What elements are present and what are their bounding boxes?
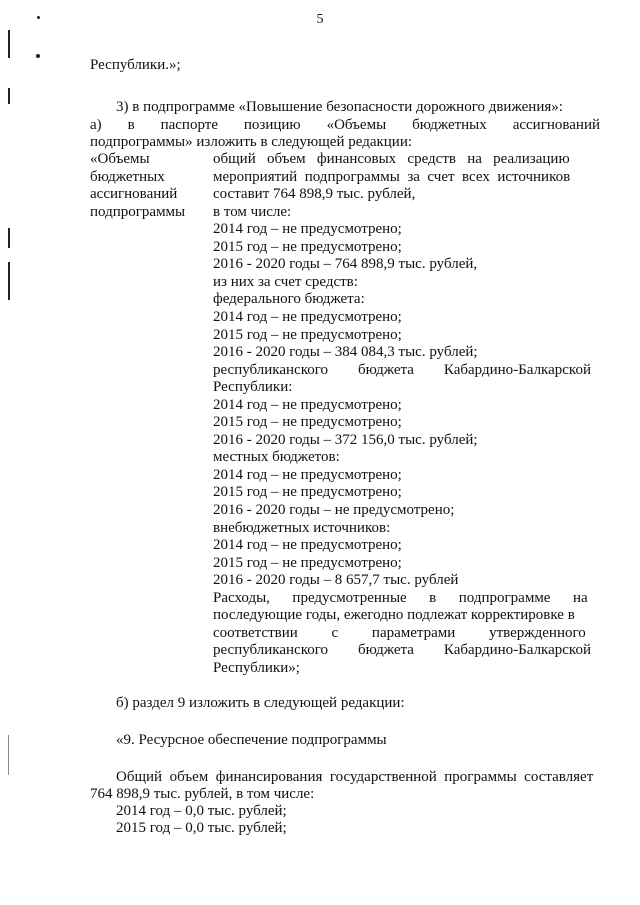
scan-mark xyxy=(8,88,10,104)
passport-label-line: бюджетных xyxy=(90,168,165,185)
funding-line2: 764 898,9 тыс. рублей, в том числе: xyxy=(90,786,315,802)
passport-value-line: 2015 год – не предусмотрено; xyxy=(213,414,402,431)
passport-value-line: 2015 год – не предусмотрено; xyxy=(213,326,402,343)
passport-value-line: 2014 год – не предусмотрено; xyxy=(213,537,402,554)
passport-label-line: ассигнований xyxy=(90,186,178,202)
passport-value-line: мероприятий подпрограммы за счет всех источников xyxy=(213,168,571,185)
item-3: 3) в подпрограмме «Повышение безопасности дорожного движения»: xyxy=(116,99,563,115)
passport-value-line: 2014 год – не предусмотрено; xyxy=(213,396,402,413)
item-a-line1: а) в паспорте позицию «Объемы бюджетных ассигнований xyxy=(90,117,600,133)
scan-mark xyxy=(8,735,9,775)
passport-value-line: Расходы, предусмотренные в подпрограмме на xyxy=(213,589,588,606)
section-b: б) раздел 9 изложить в следующей редакции: xyxy=(116,695,405,711)
passport-label-line: подпрограммы xyxy=(90,203,186,220)
passport-value-line: составит 764 898,9 тыс. рублей, xyxy=(213,186,416,203)
page-number: 5 xyxy=(316,12,324,27)
passport-value-line: из них за счет средств: xyxy=(213,273,358,290)
scan-mark xyxy=(8,228,10,248)
passport-value-line: 2016 - 2020 годы – 372 156,0 тыс. рублей; xyxy=(213,431,478,448)
passport-value-line: в том числе: xyxy=(213,203,292,220)
passport-value-line: внебюджетных источников: xyxy=(213,519,391,536)
scan-mark xyxy=(8,262,10,300)
scan-mark xyxy=(36,54,40,58)
passport-value-line: федерального бюджета: xyxy=(213,291,365,308)
passport-value-line: последующие годы, ежегодно подлежат корректировке в xyxy=(213,607,575,624)
passport-value-line: республиканского бюджета Кабардино-Балкарской xyxy=(213,361,591,378)
passport-value-line: соответствии с параметрами утвержденного xyxy=(213,624,586,641)
passport-value-line: 2016 - 2020 годы – 8 657,7 тыс. рублей xyxy=(213,572,459,589)
intro-line: Республики.»; xyxy=(90,57,181,73)
passport-value-line: 2016 - 2020 годы – не предусмотрено; xyxy=(213,502,455,518)
passport-value-line: Республики: xyxy=(213,379,293,396)
passport-value-line: республиканского бюджета Кабардино-Балкарской xyxy=(213,642,591,659)
passport-value-line: 2016 - 2020 годы – 384 084,3 тыс. рублей; xyxy=(213,344,478,361)
passport-value-line: 2014 год – не предусмотрено; xyxy=(213,221,402,238)
scan-mark xyxy=(37,16,40,19)
scan-mark xyxy=(8,30,10,58)
item-a-line2: подпрограммы» изложить в следующей редакции: xyxy=(90,134,413,150)
passport-value-line: 2016 - 2020 годы – 764 898,9 тыс. рублей, xyxy=(213,256,478,273)
section-9-title: «9. Ресурсное обеспечение подпрограммы xyxy=(116,732,387,748)
passport-value-line: общий объем финансовых средств на реализацию xyxy=(213,151,570,167)
passport-label-line: «Объемы xyxy=(90,151,150,167)
passport-value-line: 2015 год – не предусмотрено; xyxy=(213,484,402,501)
passport-value-line: 2015 год – не предусмотрено; xyxy=(213,238,402,255)
passport-value-line: Республики»; xyxy=(213,659,300,676)
passport-value-line: 2014 год – не предусмотрено; xyxy=(213,466,402,483)
funding-line1: Общий объем финансирования государственной программы составляет xyxy=(116,769,594,785)
funding-line3: 2014 год – 0,0 тыс. рублей; xyxy=(116,803,287,819)
funding-line4: 2015 год – 0,0 тыс. рублей; xyxy=(116,820,287,836)
passport-value-line: 2015 год – не предусмотрено; xyxy=(213,554,402,571)
passport-value-line: 2014 год – не предусмотрено; xyxy=(213,308,402,325)
passport-value-line: местных бюджетов: xyxy=(213,449,340,466)
